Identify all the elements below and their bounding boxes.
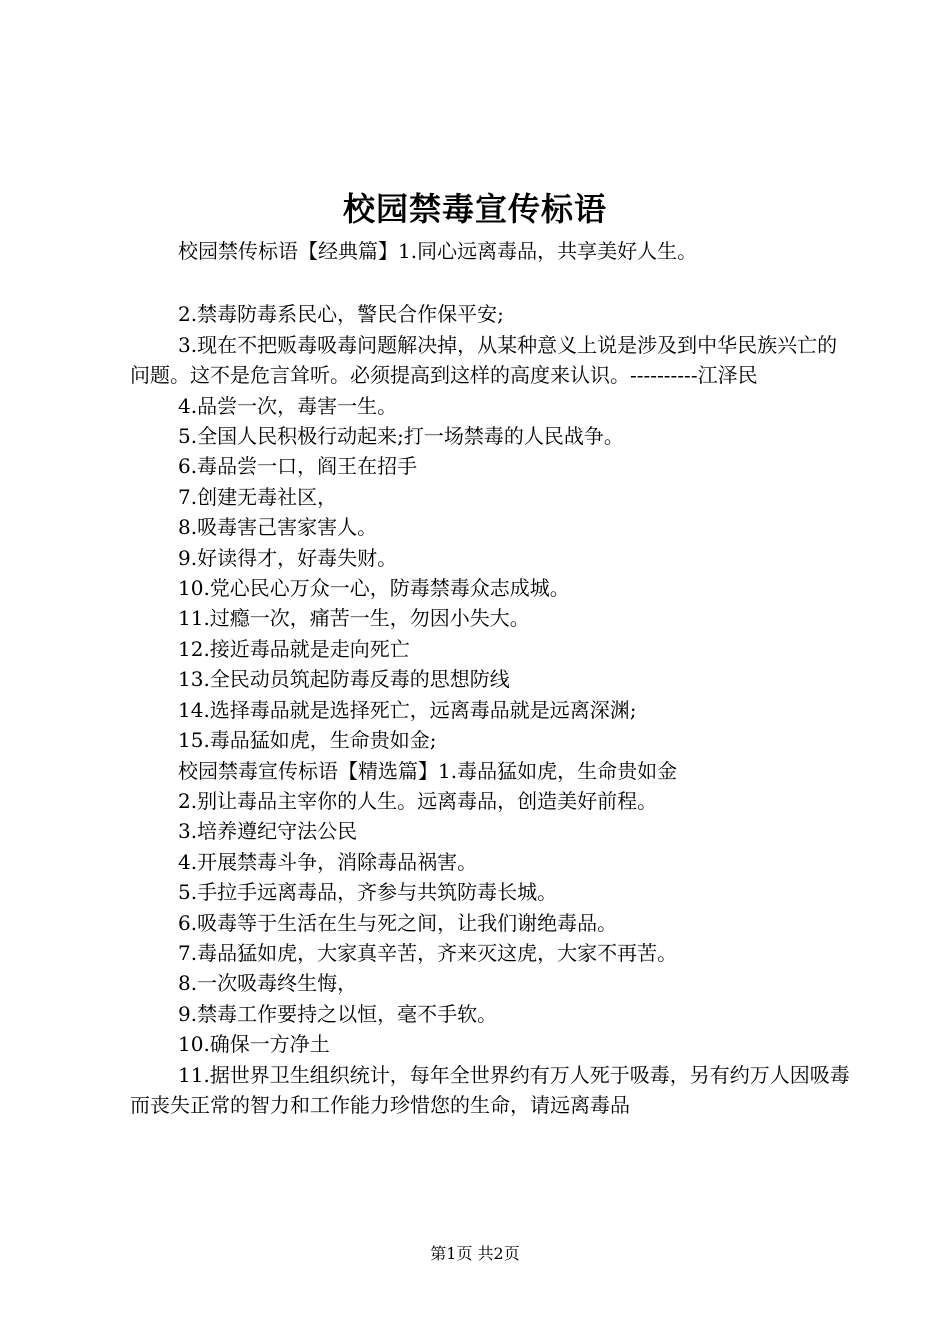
paragraph: 校园禁毒宣传标语【精选篇】1.毒品猛如虎，生命贵如金	[178, 758, 678, 783]
page-footer: 第1页 共2页	[430, 1244, 520, 1263]
paragraph: 校园禁传标语【经典篇】1.同心远离毒品，共享美好人生。	[178, 239, 698, 263]
paragraph: 12.接近毒品就是走向死亡	[178, 636, 410, 661]
paragraph: 11.过瘾一次，痛苦一生，勿因小失大。	[178, 606, 530, 631]
paragraph: 3.现在不把贩毒吸毒问题解决掉，从某种意义上说是涉及到中华民族兴亡的问题。这不是危言耸听。必须提高到这样的高度来认识。----------江泽民	[130, 332, 838, 388]
paragraph: 8.一次吸毒终生悔，	[178, 971, 358, 996]
paragraph: 7.创建无毒社区，	[178, 484, 338, 509]
paragraph: 14.选择毒品就是选择死亡，远离毒品就是远离深渊;	[178, 697, 637, 722]
paragraph: 8.吸毒害己害家害人。	[178, 515, 378, 540]
paragraph: 9.禁毒工作要持之以恒，毫不手软。	[178, 1001, 498, 1026]
paragraph: 15.毒品猛如虎，生命贵如金;	[178, 728, 437, 753]
paragraph: 4.开展禁毒斗争，消除毒品祸害。	[178, 849, 478, 874]
paragraph: 10.党心民心万众一心，防毒禁毒众志成城。	[178, 576, 570, 601]
document-title: 校园禁毒宣传标语	[342, 190, 607, 228]
paragraph: 11.据世界卫生组织统计，每年全世界约有万人死于吸毒，另有约万人因吸毒而丧失正常的智力和工作能力珍惜您的生命，请远离毒品	[130, 1062, 850, 1117]
paragraph: 3.培养遵纪守法公民	[178, 819, 358, 844]
paragraph: 5.手拉手远离毒品，齐参与共筑防毒长城。	[178, 880, 558, 905]
document-body	[130, 236, 850, 1120]
paragraph: 2.别让毒品主宰你的人生。远离毒品，创造美好前程。	[178, 788, 658, 813]
paragraph: 10.确保一方净土	[178, 1032, 330, 1057]
paragraph: 4.品尝一次，毒害一生。	[178, 393, 398, 418]
paragraph: 2.禁毒防毒系民心，警民合作保平安;	[178, 302, 504, 327]
paragraph: 7.毒品猛如虎，大家真辛苦，齐来灭这虎，大家不再苦。	[178, 940, 678, 965]
paragraph: 6.毒品尝一口，阎王在招手	[178, 454, 418, 479]
paragraph: 9.好读得才，好毒失财。	[178, 545, 398, 570]
paragraph: 5.全国人民积极行动起来;打一场禁毒的人民战争。	[178, 424, 624, 449]
paragraph: 6.吸毒等于生活在生与死之间，让我们谢绝毒品。	[178, 910, 618, 935]
paragraph: 13.全民动员筑起防毒反毒的思想防线	[178, 667, 510, 692]
